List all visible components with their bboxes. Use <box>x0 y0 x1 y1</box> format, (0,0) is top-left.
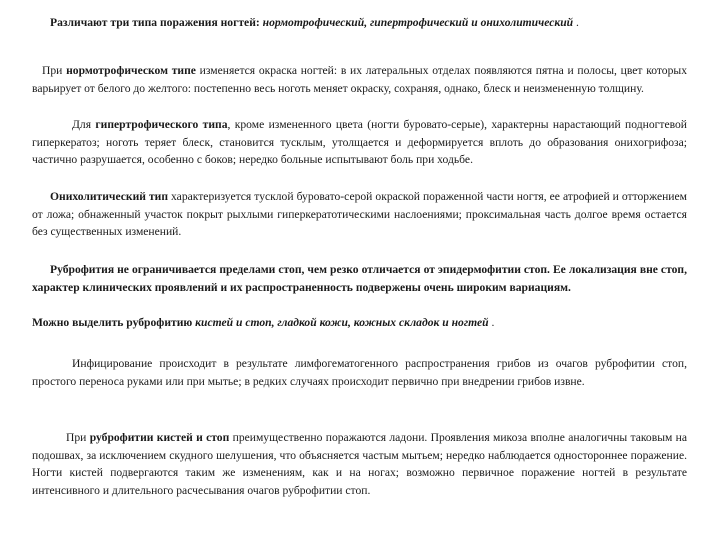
normotrophic-text: изменяется окраска ногтей: в их латеральных отделах появляются пятна и полосы, цвет которых варьирует от белого до желтого: постепенно весь ноготь меняет окраску, сохраняя, однако, блеск и неизмененную толщину. <box>32 64 687 95</box>
onycholytic-term: Онихолитический тип <box>50 190 169 203</box>
onycholytic-text: характеризуется тусклой буровато-серой окраской пораженной части ногтя, ее атрофией и отторжением от ложа; обнаженный участок покрыт рыхлыми гиперкератотическими наслоениями; проксимальная часть долгое время остается без существенных изменений. <box>32 190 687 239</box>
forms-end: . <box>491 316 495 329</box>
forms-lead: Можно выделить руброфитию <box>32 316 193 329</box>
intro-end: . <box>576 16 579 29</box>
rubrophytia-forms-paragraph <box>32 314 687 332</box>
hypertrophic-term: гипертрофического типа <box>95 118 228 131</box>
intro-paragraph <box>32 14 687 32</box>
rubrophytia-paragraph: Руброфития не ограничивается пределами стоп, чем резко отличается от эпидермофитии стоп. Ее локализация вне стоп, характер клинических проявлений и их распространенность подвержены очень широким вариациям. <box>32 263 687 294</box>
infection-paragraph: Инфицирование происходит в результате лимфогематогенного распространения грибов из очагов руброфитии стоп, простого переноса руками или при мытье; в редких случаях происходит первично при внедрении грибов извне. <box>32 357 687 388</box>
hypertrophic-pre: Для <box>72 118 92 131</box>
hypertrophic-text: , кроме измененного цвета (ногти буровато-серые), характерны нарастающий подногтевой гиперкератоз; ноготь теряет блеск, становится тусклым, утолщается и деформируется вплоть до образования онихогрифоза; частично разрушается, особенно с боков; нередко больные испытывают боль при ходьбе. <box>32 118 687 167</box>
hands-term: руброфитии кистей и стоп <box>89 431 230 444</box>
forms-areas: кистей и стоп, гладкой кожи, кожных складок и ногтей <box>195 316 489 329</box>
normotrophic-term: нормотрофическом типе <box>66 64 196 77</box>
hands-pre: При <box>66 431 87 444</box>
nail-lesion-types: нормотрофический, гипертрофический и онихолитический <box>262 16 574 29</box>
intro-lead: Различают три типа поражения ногтей: <box>50 16 260 29</box>
normotrophic-pre: При <box>42 64 63 77</box>
onycholytic-paragraph <box>32 188 687 241</box>
hypertrophic-paragraph <box>32 116 687 169</box>
normotrophic-paragraph <box>32 62 687 97</box>
hands-text: преимущественно поражаются ладони. Проявления микоза вполне аналогичны таковым на подошвах, за исключением скудного шелушения, что объясняется частым мытьем; нередко наблюдается одностороннее поражение. Ногти кистей подвергаются таким же изменениям, как и на ногах; возможно первичное поражение ногтей в результате интенсивного и длительного расчесывания очагов руброфитии стоп. <box>32 431 687 497</box>
hands-feet-paragraph <box>32 429 687 499</box>
